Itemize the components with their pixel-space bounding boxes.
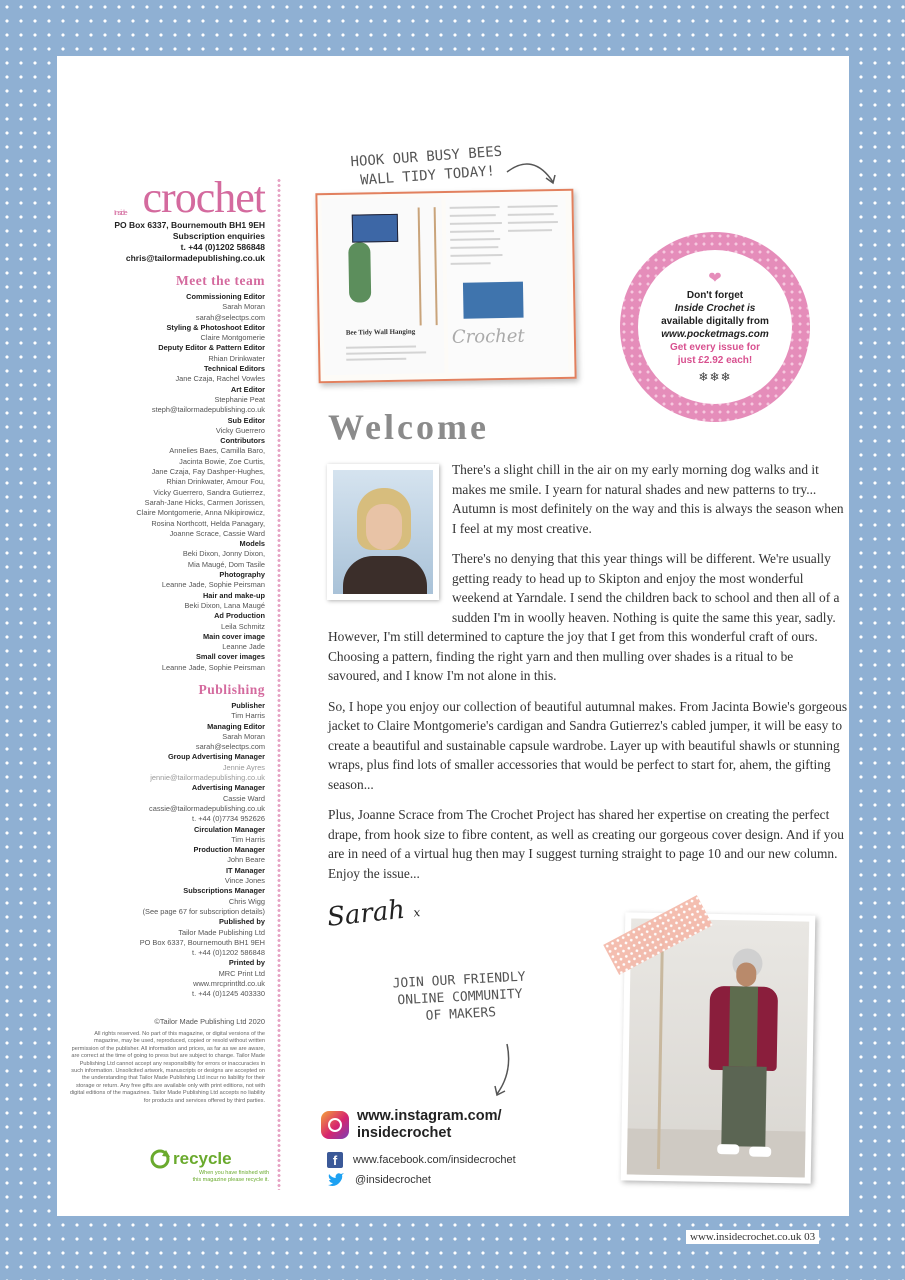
team-role: Small cover images xyxy=(195,652,265,662)
pattern-preview[interactable] xyxy=(315,189,576,383)
publishing-person[interactable]: sarah@selectps.com xyxy=(195,742,265,752)
team-role: Photography xyxy=(219,570,265,580)
publishing-role: Publisher xyxy=(231,700,265,710)
publishing-person: MRC Print Ltd xyxy=(218,968,265,978)
team-person: Beki Dixon, Lana Maugé xyxy=(184,600,265,610)
team-person: Rosina Northcott, Helda Panagary, xyxy=(151,518,265,528)
publishing-role: Group Advertising Manager xyxy=(167,752,265,762)
welcome-paragraph-4: Plus, Joanne Scrace from The Crochet Project has shared her expertise on creating the perfect drape, from hook size to fibre content, as well as creating our gorgeous cover design. And if you are in need of a virtual hug then may I suggest turning straight to page 10 and our new column. Enjoy the issue... xyxy=(328,807,844,881)
team-person: Claire Montgomerie xyxy=(200,333,265,343)
team-person: Mia Maugé, Dom Tasile xyxy=(187,559,265,569)
publishing-person: t. +44 (0)1245 403330 xyxy=(192,989,265,999)
badge-url[interactable]: www.pocketmags.com xyxy=(661,328,769,340)
signature-name: Sarah xyxy=(325,894,407,933)
subscription-email[interactable]: chris@tailormadepublishing.co.uk xyxy=(125,253,265,263)
team-role: Art Editor xyxy=(230,384,265,394)
publishing-role: Managing Editor xyxy=(207,721,265,731)
page-number: 03 xyxy=(804,1231,816,1243)
publishing-person: John Beare xyxy=(227,855,265,865)
publishing-person[interactable]: cassie@tailormadepublishing.co.uk xyxy=(149,803,265,813)
team-role: Sub Editor xyxy=(227,415,265,425)
logo-text: crochet xyxy=(142,173,265,222)
welcome-title: Welcome xyxy=(328,407,489,447)
badge-inner xyxy=(638,250,792,404)
twitter-link[interactable] xyxy=(327,1172,431,1188)
team-person: Beki Dixon, Jonny Dixon, xyxy=(182,549,265,559)
publishing-role: Subscriptions Manager xyxy=(183,886,265,896)
team-person: Vicky Guerrero, Sandra Gutierrez, xyxy=(153,487,265,497)
publishing-person: Tailor Made Publishing Ltd xyxy=(178,927,265,937)
editor-signature xyxy=(326,893,422,933)
twitter-icon xyxy=(327,1172,345,1188)
publishing-person: (See page 67 for subscription details) xyxy=(142,906,265,916)
publishing-list xyxy=(57,701,265,1000)
badge-line-2: Inside Crochet is xyxy=(674,302,756,314)
recycle-sub-2: this magazine please recycle it. xyxy=(192,1177,269,1183)
page-footer xyxy=(686,1230,819,1244)
masthead-sidebar xyxy=(57,173,265,1105)
publishing-role: Production Manager xyxy=(193,845,265,855)
team-person: Rhian Drinkwater, Amour Fou, xyxy=(166,477,265,487)
publishing-person: www.mrcprintltd.co.uk xyxy=(193,979,265,988)
subscription-phone: t. +44 (0)1202 586848 xyxy=(180,242,265,252)
preview-title: Bee Tidy Wall Hanging xyxy=(345,327,416,337)
preview-wall-tidy xyxy=(352,214,398,243)
crochet-logo xyxy=(57,173,265,222)
masthead-address: PO Box 6337, Bournemouth BH1 9EH xyxy=(114,220,265,230)
team-role: Deputy Editor & Pattern Editor xyxy=(158,343,265,353)
publishing-title: Publishing xyxy=(198,681,265,697)
team-role: Styling & Photoshoot Editor xyxy=(166,322,265,332)
facebook-icon: f xyxy=(327,1152,343,1168)
team-person: Leanne Jade, Sophie Peirsman xyxy=(161,580,265,590)
legal-notice: All rights reserved. No part of this magazine, or digital versions of the magazine, may be used, reproduced, copied or resold without written permission of the publisher. All information and prices, as far as we are aware, are correct at the time of going to press but are subject to change. Tailor Made Publishing Ltd cannot accept any responsibility for errors or inaccuracies in such information. Unsolicited artwork, manuscripts or designs are accepted on the understanding that Tailor Made Publishing Ltd incur no liability for their storage or return. Any free gifts are available only with print editions, not with digital editions of the magazines. Tailor Made Publishing Ltd accepts no liability for products and services offered by third parties. xyxy=(69,1030,265,1104)
preview-wall-tidy-2 xyxy=(463,282,524,319)
dotted-divider xyxy=(276,178,282,1190)
publishing-role: IT Manager xyxy=(225,865,265,875)
hook-line-1: HOOK OUR BUSY BEES xyxy=(350,143,503,171)
curved-arrow-icon xyxy=(503,152,563,192)
publishing-person: t. +44 (0)1202 586848 xyxy=(192,948,265,958)
hook-callout xyxy=(346,142,508,191)
welcome-paragraph-3: So, I hope you enjoy our collection of beautiful autumnal makes. From Jacinta Bowie's gorgeous jacket to Claire Montgomerie's cardigan and Sandra Gutierrez's cabled jumper, it will be easy to create a beautiful and sustainable capsule wardrobe. Layer up with beautiful shawls or stunning wraps, plus find lots of smaller accessories that would be perfect to start for, ahem, the gifting season... xyxy=(328,698,848,792)
instagram-url-1: www.instagram.com/ xyxy=(357,1108,502,1124)
down-arrow-icon xyxy=(487,1042,517,1102)
signature-x: x xyxy=(412,905,421,920)
team-person: Joanne Scrace, Cassie Ward xyxy=(169,528,265,538)
team-person: Jane Czaja, Fay Dashper-Hughes, xyxy=(151,467,265,477)
team-person[interactable]: steph@tailormadepublishing.co.uk xyxy=(151,405,265,415)
logo-inside: Inside xyxy=(114,210,127,217)
team-person: Stephanie Peat xyxy=(214,394,265,404)
subscription-label: Subscription enquiries xyxy=(172,231,265,241)
team-role: Ad Production xyxy=(214,611,265,621)
team-person: Leanne Jade xyxy=(222,642,265,652)
instagram-link[interactable] xyxy=(321,1108,502,1142)
publishing-person[interactable]: jennie@tailormadepublishing.co.uk xyxy=(150,773,265,783)
publishing-role: Printed by xyxy=(228,958,265,968)
badge-line-3: available digitally from xyxy=(661,315,769,327)
instagram-url-2: insidecrochet xyxy=(357,1125,452,1141)
digital-badge[interactable] xyxy=(620,232,810,422)
publishing-person: Vince Jones xyxy=(224,876,265,886)
hook-line-2: WALL TIDY TODAY! xyxy=(359,163,496,189)
team-role: Hair and make-up xyxy=(202,590,265,600)
badge-line-1: Don't forget xyxy=(686,289,744,301)
publishing-person: Cassie Ward xyxy=(222,793,265,803)
publishing-person: Tim Harris xyxy=(231,834,265,844)
team-person: Sarah Moran xyxy=(222,302,265,312)
team-role: Main cover image xyxy=(202,631,265,641)
team-person: Jane Czaja, Rachel Vowles xyxy=(175,374,265,384)
team-person: Leanne Jade, Sophie Peirsman xyxy=(161,662,265,672)
preview-plant xyxy=(348,242,371,302)
publishing-person: Sarah Moran xyxy=(222,731,265,741)
team-title: Meet the team xyxy=(176,273,265,288)
editor-photo xyxy=(327,464,439,600)
team-role: Models xyxy=(239,539,265,549)
recycle-word: recycle xyxy=(173,1149,232,1168)
team-person: Annelies Baes, Camilla Baro, xyxy=(169,446,265,456)
join-line-3: OF MAKERS xyxy=(425,1005,497,1024)
team-role: Technical Editors xyxy=(203,364,265,374)
preview-right-page xyxy=(445,195,568,373)
publishing-role: Published by xyxy=(219,917,265,927)
team-person: Vicky Guerrero xyxy=(215,425,265,435)
team-person: Leila Schmitz xyxy=(221,621,265,631)
preview-ladder xyxy=(418,207,438,325)
recycle-logo xyxy=(149,1148,269,1184)
badge-line-6: just £2.92 each! xyxy=(677,354,753,366)
join-line-1: JOIN OUR FRIENDLY xyxy=(392,969,526,992)
join-line-2: ONLINE COMMUNITY xyxy=(397,986,523,1009)
team-list xyxy=(57,292,265,673)
publishing-person: Jennie Ayres xyxy=(222,762,265,772)
welcome-paragraph-2: There's no denying that this year things will be different. We're usually getting ready to head up to Skipton and enjoy the most wonderful weekend at Yarndale. I send the children back to school and then all of a sudden I'm in woolly heaven. Nothing is quite the same this year, sadly. However, I'm still determined to capture the joy that I get from this wonderful craft of ours. Choosing a pattern, finding the right yarn and then mulling over shades is a ritual to be savoured, and I know I'm not alone in this. xyxy=(328,551,840,683)
join-callout xyxy=(379,968,541,1027)
twitter-handle: @insidecrochet xyxy=(355,1174,431,1186)
publishing-person: t. +44 (0)7734 952626 xyxy=(192,814,265,824)
team-person: Jacinta Bowie, Zoe Curtis, xyxy=(179,456,265,466)
publishing-role: Circulation Manager xyxy=(193,824,265,834)
recycle-icon xyxy=(149,1148,171,1170)
preview-left-page xyxy=(321,197,444,375)
publishing-role: Advertising Manager xyxy=(191,783,265,793)
publishing-person: Tim Harris xyxy=(231,711,265,721)
heart-icon: ❤ xyxy=(708,269,722,287)
team-role: Contributors xyxy=(220,436,265,446)
preview-script: Crochet xyxy=(451,325,525,348)
team-role: Commissioning Editor xyxy=(186,292,265,301)
snowflake-icons: ❄❄❄ xyxy=(698,369,732,384)
team-person: Claire Montgomerie, Anna Nikipirowicz, xyxy=(136,508,265,518)
footer-url[interactable]: www.insidecrochet.co.uk xyxy=(690,1231,802,1243)
copyright: ©Tailor Made Publishing Ltd 2020 xyxy=(154,1016,265,1026)
recycle-sub-1: When you have finished with xyxy=(198,1170,269,1176)
team-person[interactable]: sarah@selectps.com xyxy=(195,312,265,322)
instagram-icon xyxy=(321,1111,349,1139)
facebook-link[interactable] xyxy=(327,1152,516,1168)
publishing-person: Chris Wigg xyxy=(228,896,265,906)
facebook-url: www.facebook.com/insidecrochet xyxy=(353,1154,516,1166)
welcome-paragraph-1: There's a slight chill in the air on my early morning dog walks and it makes me smile. I yearn for natural shades and new patterns to try... Autumn is most definitely on the way and this is always the season when I feel at my most creative. xyxy=(452,462,844,536)
team-person: Sarah-Jane Hicks, Carmen Jorissen, xyxy=(144,497,265,507)
magazine-page xyxy=(57,56,849,1216)
publishing-person: PO Box 6337, Bournemouth BH1 9EH xyxy=(139,937,265,947)
team-person: Rhian Drinkwater xyxy=(208,353,265,363)
badge-line-5: Get every issue for xyxy=(669,341,761,353)
